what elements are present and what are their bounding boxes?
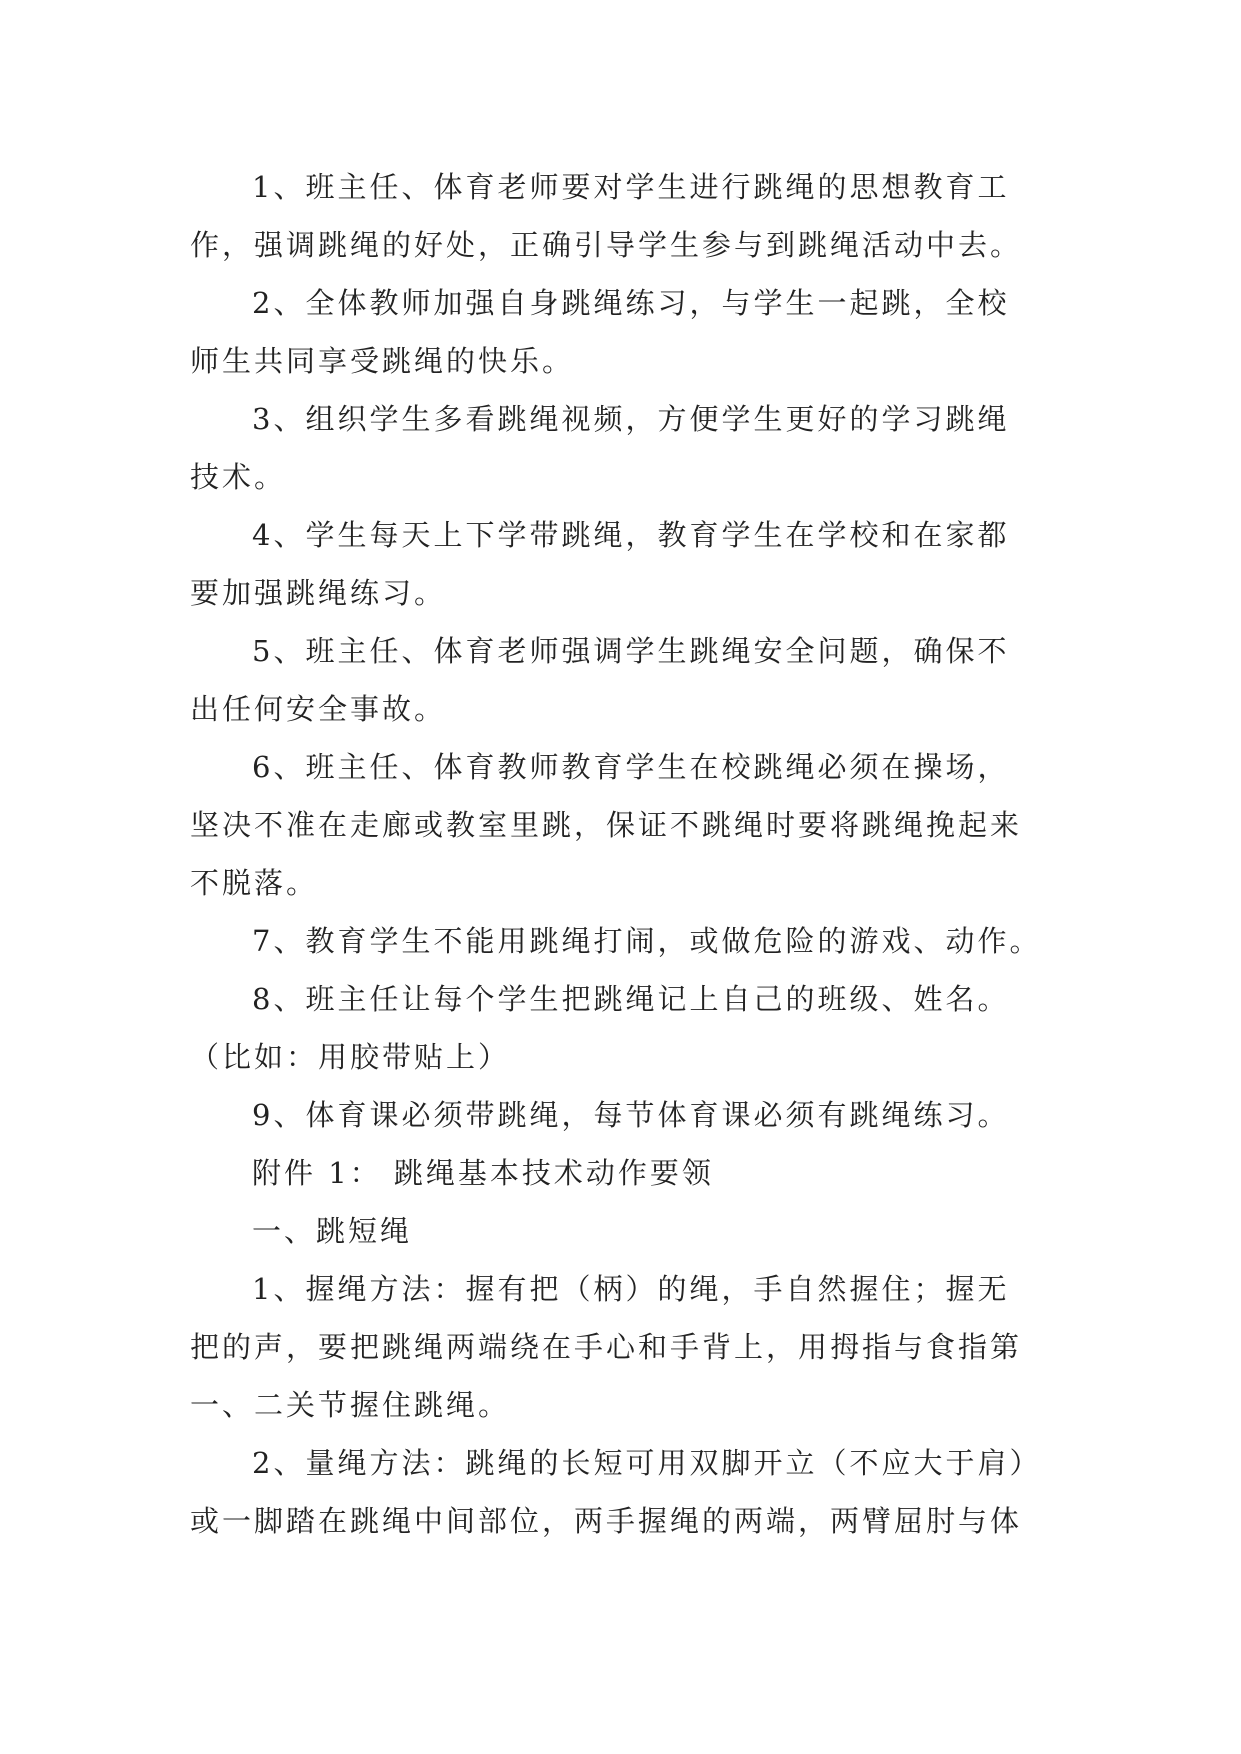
paragraph-9: 9、体育课必须带跳绳，每节体育课必须有跳绳练习。 <box>252 1098 1010 1132</box>
paragraph-3: 3、组织学生多看跳绳视频，方便学生更好的学习跳绳 技术。 <box>190 402 1010 494</box>
paragraph-1: 1、班主任、体育老师要对学生进行跳绳的思想教育工 作，强调跳绳的好处，正确引导学生参与到跳绳活动中去。 <box>190 170 1023 262</box>
paragraph-8: 8、班主任让每个学生把跳绳记上自己的班级、姓名。 （比如：用胶带贴上） <box>190 982 1010 1074</box>
paragraph-5: 5、班主任、体育老师强调学生跳绳安全问题，确保不 出任何安全事故。 <box>190 634 1010 726</box>
document-body <box>190 158 1070 1550</box>
paragraph-measure-method: 2、量绳方法：跳绳的长短可用双脚开立（不应大于肩） 或一脚踏在跳绳中间部位，两手握绳的两端，两臂屈肘与体 <box>190 1446 1042 1538</box>
section-heading: 一、跳短绳 <box>252 1214 413 1248</box>
paragraph-7: 7、教育学生不能用跳绳打闹，或做危险的游戏、动作。 <box>252 924 1042 958</box>
paragraph-2: 2、全体教师加强自身跳绳练习，与学生一起跳，全校 师生共同享受跳绳的快乐。 <box>190 286 1010 378</box>
paragraph-6: 6、班主任、体育教师教育学生在校跳绳必须在操场， 坚决不准在走廊或教室里跳，保证不跳绳时要将跳绳挽起来 不脱落。 <box>190 750 1023 900</box>
appendix-heading: 附件 1： 跳绳基本技术动作要领 <box>252 1156 714 1190</box>
paragraph-grip-method: 1、握绳方法：握有把（柄）的绳，手自然握住；握无 把的声，要把跳绳两端绕在手心和手背上，用拇指与食指第 一、二关节握住跳绳。 <box>190 1272 1023 1422</box>
paragraph-4: 4、学生每天上下学带跳绳，教育学生在学校和在家都 要加强跳绳练习。 <box>190 518 1010 610</box>
